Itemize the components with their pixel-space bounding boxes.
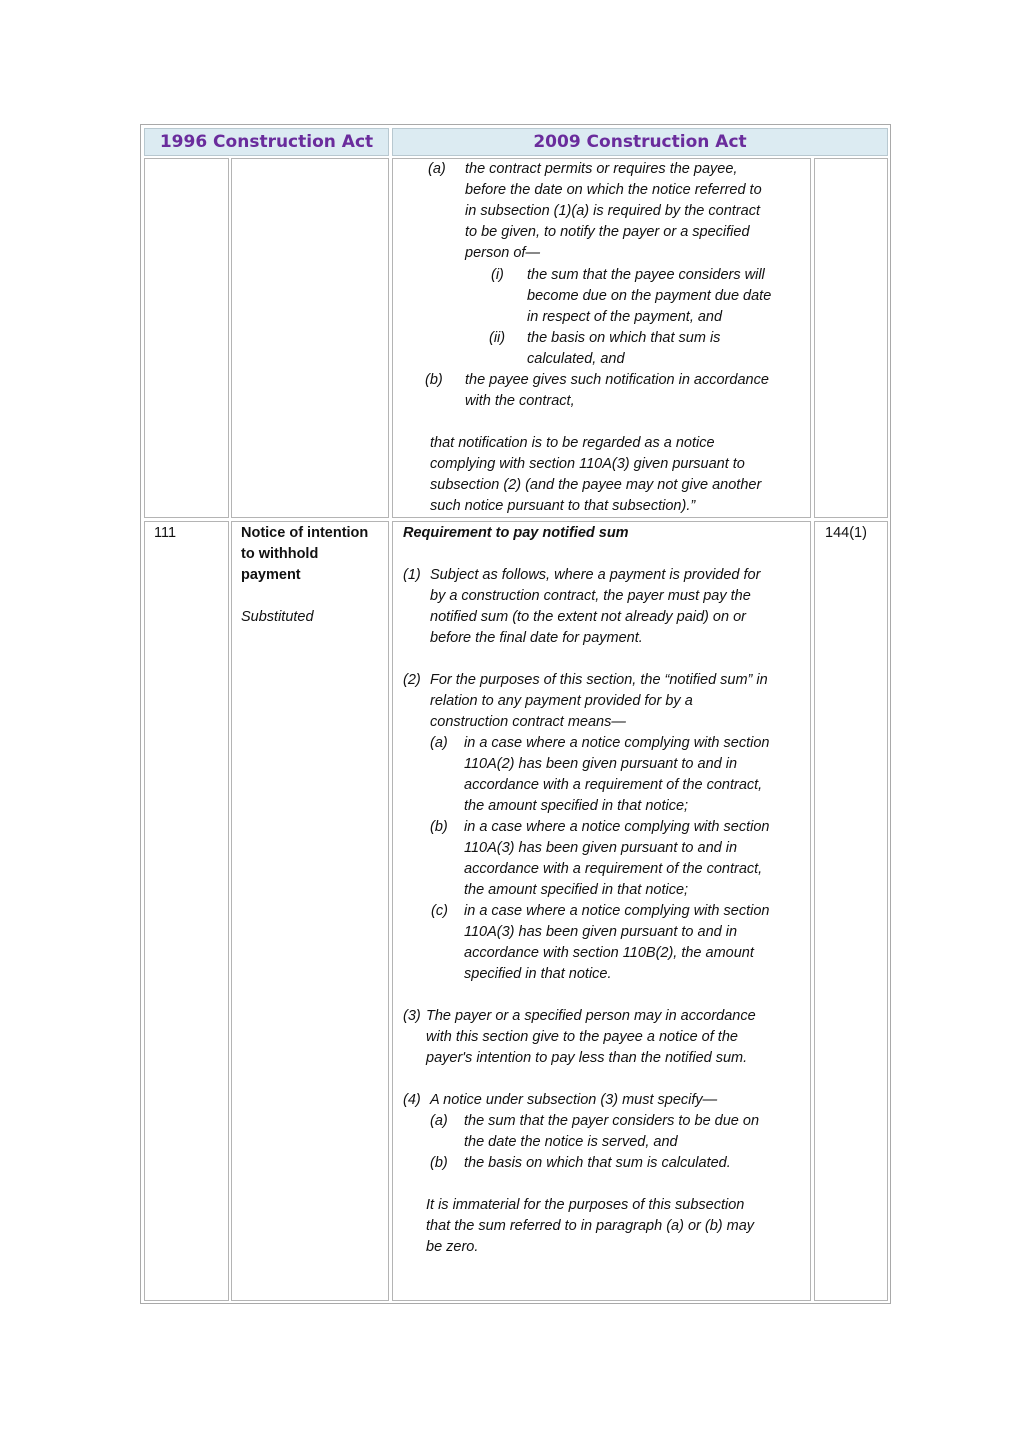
s1-line: before the final date for payment. [430, 630, 643, 646]
cont-section-cell [144, 158, 229, 518]
s4-label: (4) [403, 1092, 421, 1108]
cont-ii-label: (ii) [489, 330, 506, 346]
cont-a-label: (a) [428, 161, 446, 177]
cont-ii-line: the basis on which that sum is [527, 330, 721, 346]
new-section-ref: 144(1) [825, 525, 867, 541]
s1-line: by a construction contract, the payer must pay the [430, 588, 751, 604]
row111-ref-cell [814, 521, 888, 1301]
s4-closing-line: It is immaterial for the purposes of this subsection [426, 1197, 745, 1213]
s2b-line: accordance with a requirement of the contract, [464, 861, 763, 877]
header-1996 [144, 128, 389, 156]
cont-i-line: become due on the payment due date [527, 288, 772, 304]
section-title-line: Notice of intention [241, 525, 369, 541]
cont-i-line: the sum that the payee considers will [527, 267, 765, 283]
cont-closing-line: subsection (2) (and the payee may not give another [430, 477, 762, 493]
s2b-line: 110A(3) has been given pursuant to and in [464, 840, 738, 856]
s2c-line: specified in that notice. [464, 966, 612, 982]
header-2009 [392, 128, 888, 156]
s2c-line: accordance with section 110B(2), the amount [464, 945, 754, 961]
header-1996-label: 1996 Construction Act [159, 132, 374, 152]
section-status: Substituted [241, 609, 314, 625]
s4b-line: the basis on which that sum is calculated. [464, 1155, 731, 1171]
s3-label: (3) [403, 1008, 421, 1024]
cont-a-line: in subsection (1)(a) is required by the contract [465, 203, 760, 219]
s4b-label: (b) [430, 1155, 448, 1171]
cont-a-line: the contract permits or requires the payee, [465, 161, 738, 177]
cont-closing-line: that notification is to be regarded as a notice [430, 435, 715, 451]
section-heading: Requirement to pay notified sum [403, 525, 629, 541]
s2-line: relation to any payment provided for by a [430, 693, 693, 709]
s4a-label: (a) [430, 1113, 448, 1129]
s3-line: with this section give to the payee a notice of the [426, 1029, 738, 1045]
s2-line: construction contract means— [430, 714, 626, 730]
s1-label: (1) [403, 567, 421, 583]
s2-label: (2) [403, 672, 421, 688]
row111-title-cell [231, 521, 389, 1301]
s2a-line: in a case where a notice complying with section [464, 735, 770, 751]
cont-b-line: with the contract, [465, 393, 575, 409]
s3-line: The payer or a specified person may in accordance [426, 1008, 756, 1024]
row111-section-cell [144, 521, 229, 1301]
s2a-line: 110A(2) has been given pursuant to and in [464, 756, 738, 772]
section-number: 111 [154, 525, 177, 541]
s4a-line: the date the notice is served, and [464, 1134, 678, 1150]
section-title-line: payment [241, 567, 301, 583]
s2a-line: the amount specified in that notice; [464, 798, 689, 814]
s2-line: For the purposes of this section, the “notified sum” in [430, 672, 768, 688]
s4-closing-line: be zero. [426, 1239, 479, 1255]
cont-ref-cell [814, 158, 888, 518]
cont-a-line: before the date on which the notice referred to [465, 182, 762, 198]
section-title-line: to withhold [241, 546, 319, 562]
s2a-line: accordance with a requirement of the contract, [464, 777, 763, 793]
s4a-line: the sum that the payer considers to be due on [464, 1113, 760, 1129]
s2a-label: (a) [430, 735, 448, 751]
cont-ii-line: calculated, and [527, 351, 625, 367]
cont-title-cell [231, 158, 389, 518]
header-2009-label: 2009 Construction Act [533, 132, 747, 152]
cont-closing-line: such notice pursuant to that subsection).” [430, 498, 696, 514]
s3-line: payer's intention to pay less than the notified sum. [426, 1050, 748, 1066]
s1-line: Subject as follows, where a payment is provided for [430, 567, 761, 583]
cont-i-line: in respect of the payment, and [527, 309, 723, 325]
s2b-line: the amount specified in that notice; [464, 882, 689, 898]
s4-line: A notice under subsection (3) must specify— [430, 1092, 718, 1108]
s4-closing-line: that the sum referred to in paragraph (a) or (b) may [426, 1218, 755, 1234]
cont-i-label: (i) [491, 267, 504, 283]
s2b-label: (b) [430, 819, 448, 835]
cont-a-line: to be given, to notify the payer or a specified [465, 224, 750, 240]
s2c-label: (c) [431, 903, 448, 919]
cont-b-line: the payee gives such notification in accordance [465, 372, 769, 388]
s2c-line: 110A(3) has been given pursuant to and in [464, 924, 738, 940]
s2c-line: in a case where a notice complying with section [464, 903, 770, 919]
s2b-line: in a case where a notice complying with section [464, 819, 770, 835]
cont-closing-line: complying with section 110A(3) given pursuant to [430, 456, 745, 472]
cont-b-label: (b) [425, 372, 443, 388]
s1-line: notified sum (to the extent not already paid) on or [430, 609, 746, 625]
cont-a-line: person of— [465, 245, 540, 261]
